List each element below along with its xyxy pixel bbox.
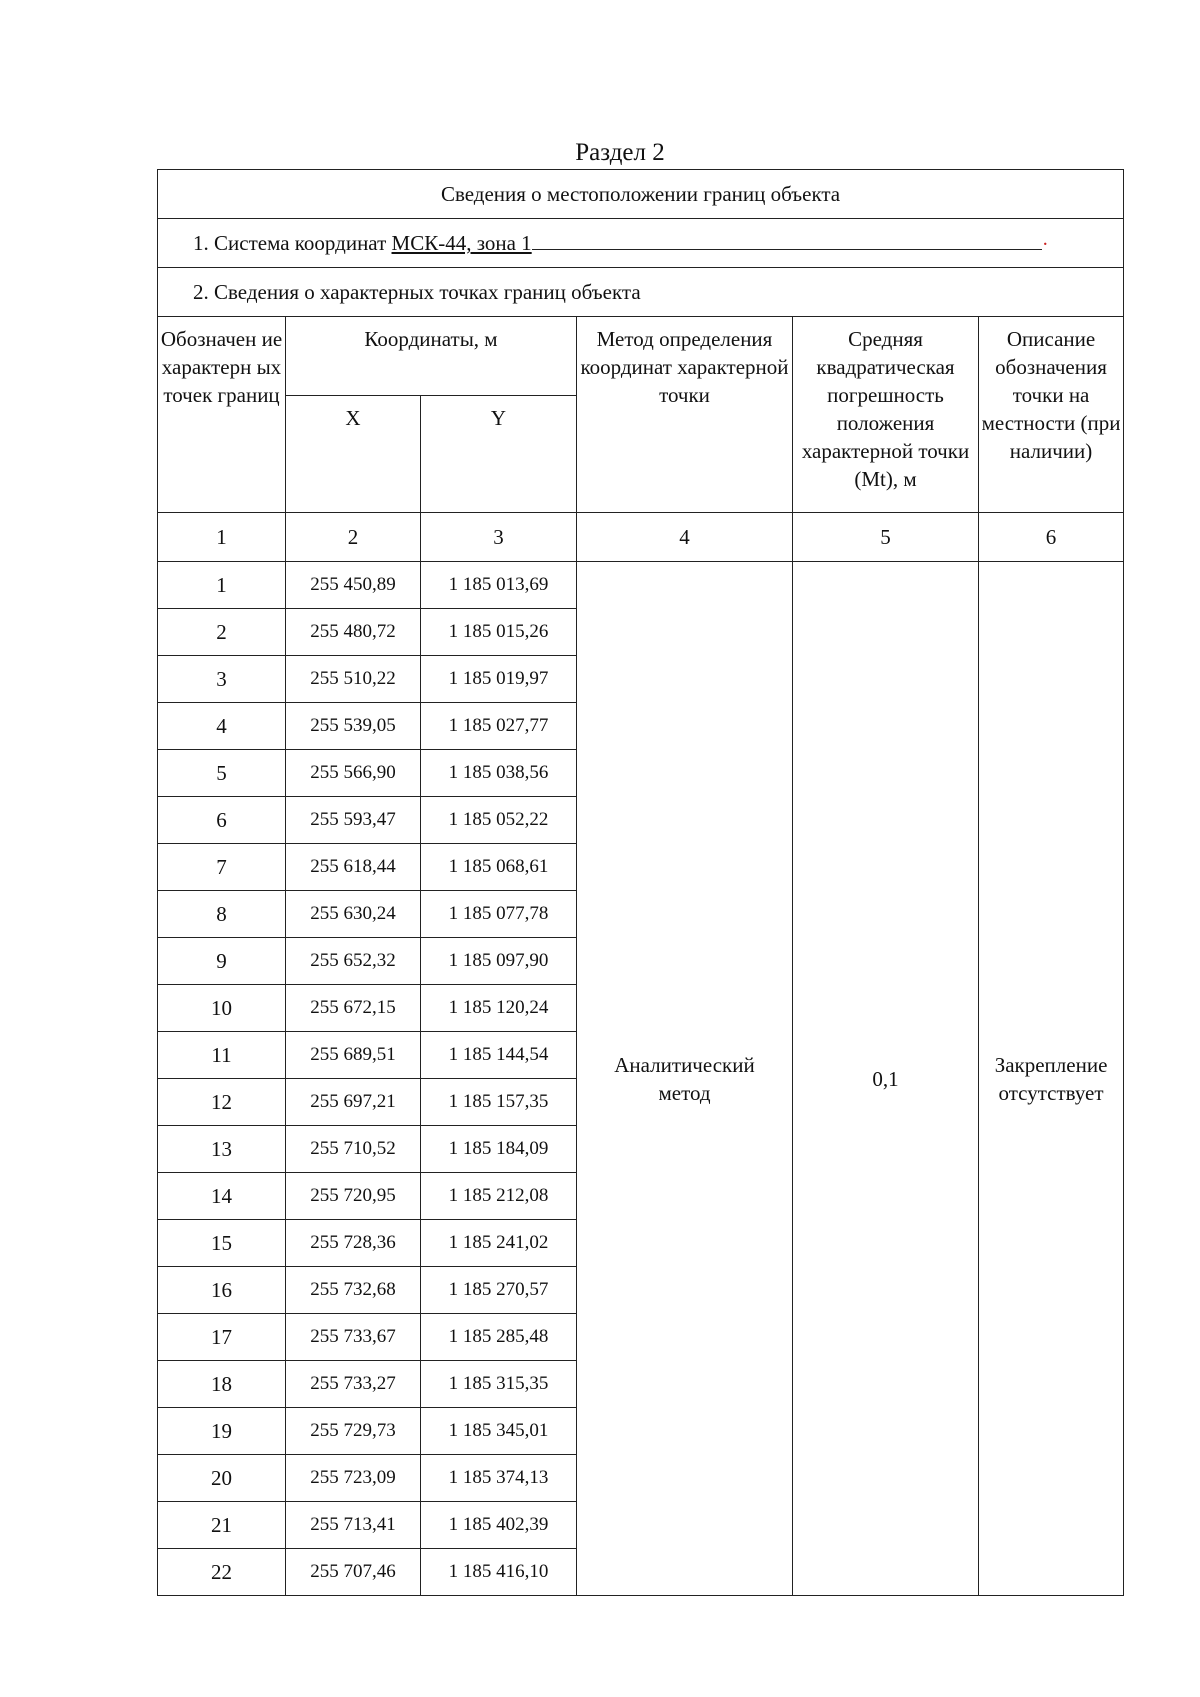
header-description: Описание обозначения точки на местности (при наличии) [979,317,1124,513]
point-number: 6 [158,797,286,844]
coordinate-x: 255 733,27 [286,1361,421,1408]
point-number: 22 [158,1549,286,1596]
coordinate-y: 1 185 019,97 [421,656,577,703]
point-number: 18 [158,1361,286,1408]
coordinate-x: 255 539,05 [286,703,421,750]
point-number: 21 [158,1502,286,1549]
coordinate-y: 1 185 077,78 [421,891,577,938]
method-value: Аналитический метод [577,562,793,1596]
coordinate-y: 1 185 270,57 [421,1267,577,1314]
coordinate-y: 1 185 052,22 [421,797,577,844]
coordinate-x: 255 728,36 [286,1220,421,1267]
point-number: 16 [158,1267,286,1314]
coordinate-y: 1 185 241,02 [421,1220,577,1267]
coordinate-y: 1 185 416,10 [421,1549,577,1596]
coordinate-x: 255 713,41 [286,1502,421,1549]
coordinate-y: 1 185 015,26 [421,609,577,656]
coordinate-x: 255 630,24 [286,891,421,938]
fill-line: . [532,229,1042,250]
header-coordinates: Координаты, м [286,317,577,396]
coordinate-system-row [158,219,1124,268]
header-method: Метод определения координат характерной точки [577,317,793,513]
coordinate-x: 255 593,47 [286,797,421,844]
coordinate-x: 255 618,44 [286,844,421,891]
coordinate-y: 1 185 068,61 [421,844,577,891]
coordinate-x: 255 723,09 [286,1455,421,1502]
point-number: 1 [158,562,286,609]
coordinate-x: 255 566,90 [286,750,421,797]
column-number: 3 [421,513,577,562]
column-number: 2 [286,513,421,562]
coordinate-y: 1 185 120,24 [421,985,577,1032]
column-number: 6 [979,513,1124,562]
point-number: 8 [158,891,286,938]
coordinate-y: 1 185 285,48 [421,1314,577,1361]
coordinate-y: 1 185 097,90 [421,938,577,985]
coordinate-y: 1 185 315,35 [421,1361,577,1408]
coordinate-x: 255 480,72 [286,609,421,656]
point-number: 17 [158,1314,286,1361]
coordinate-x: 255 689,51 [286,1032,421,1079]
point-number: 4 [158,703,286,750]
coordinate-y: 1 185 374,13 [421,1455,577,1502]
coordinate-x: 255 710,52 [286,1126,421,1173]
point-number: 13 [158,1126,286,1173]
header-x: X [286,396,421,513]
coordinate-y: 1 185 013,69 [421,562,577,609]
point-number: 11 [158,1032,286,1079]
header-accuracy: Средняя квадратическая погрешность положения характерной точки (Mt), м [793,317,979,513]
coordinate-y: 1 185 027,77 [421,703,577,750]
section-title: Раздел 2 [575,139,665,166]
description-value: Закрепление отсутствует [979,562,1124,1596]
coordinate-x: 255 720,95 [286,1173,421,1220]
table-row [158,562,1124,609]
coordinate-y: 1 185 345,01 [421,1408,577,1455]
point-number: 7 [158,844,286,891]
coordinate-x: 255 729,73 [286,1408,421,1455]
coordinate-x: 255 697,21 [286,1079,421,1126]
coordinate-y: 1 185 184,09 [421,1126,577,1173]
point-number: 2 [158,609,286,656]
point-number: 10 [158,985,286,1032]
point-number: 5 [158,750,286,797]
header-designation: Обозначен ие характерн ых точек границ [158,317,286,513]
coordinate-y: 1 185 144,54 [421,1032,577,1079]
point-number: 19 [158,1408,286,1455]
points-heading: 2. Сведения о характерных точках границ объекта [158,268,1124,317]
coordinate-x: 255 450,89 [286,562,421,609]
coordinate-x: 255 707,46 [286,1549,421,1596]
point-number: 3 [158,656,286,703]
coordinate-y: 1 185 212,08 [421,1173,577,1220]
accuracy-value: 0,1 [793,562,979,1596]
column-number: 1 [158,513,286,562]
point-number: 9 [158,938,286,985]
coordinate-y: 1 185 157,35 [421,1079,577,1126]
table-title: Сведения о местоположении границ объекта [158,170,1124,219]
coordinate-x: 255 733,67 [286,1314,421,1361]
coordinate-x: 255 652,32 [286,938,421,985]
point-number: 15 [158,1220,286,1267]
coordinate-y: 1 185 402,39 [421,1502,577,1549]
header-y: Y [421,396,577,513]
coordinate-system-label: 1. Система координат [193,231,392,255]
point-number: 14 [158,1173,286,1220]
boundary-points-table [157,169,1124,1596]
coordinate-x: 255 732,68 [286,1267,421,1314]
column-number: 4 [577,513,793,562]
coordinate-x: 255 672,15 [286,985,421,1032]
point-number: 20 [158,1455,286,1502]
coordinate-y: 1 185 038,56 [421,750,577,797]
column-number: 5 [793,513,979,562]
coordinate-x: 255 510,22 [286,656,421,703]
coordinate-system-value: МСК-44, зона 1 [391,231,532,255]
point-number: 12 [158,1079,286,1126]
